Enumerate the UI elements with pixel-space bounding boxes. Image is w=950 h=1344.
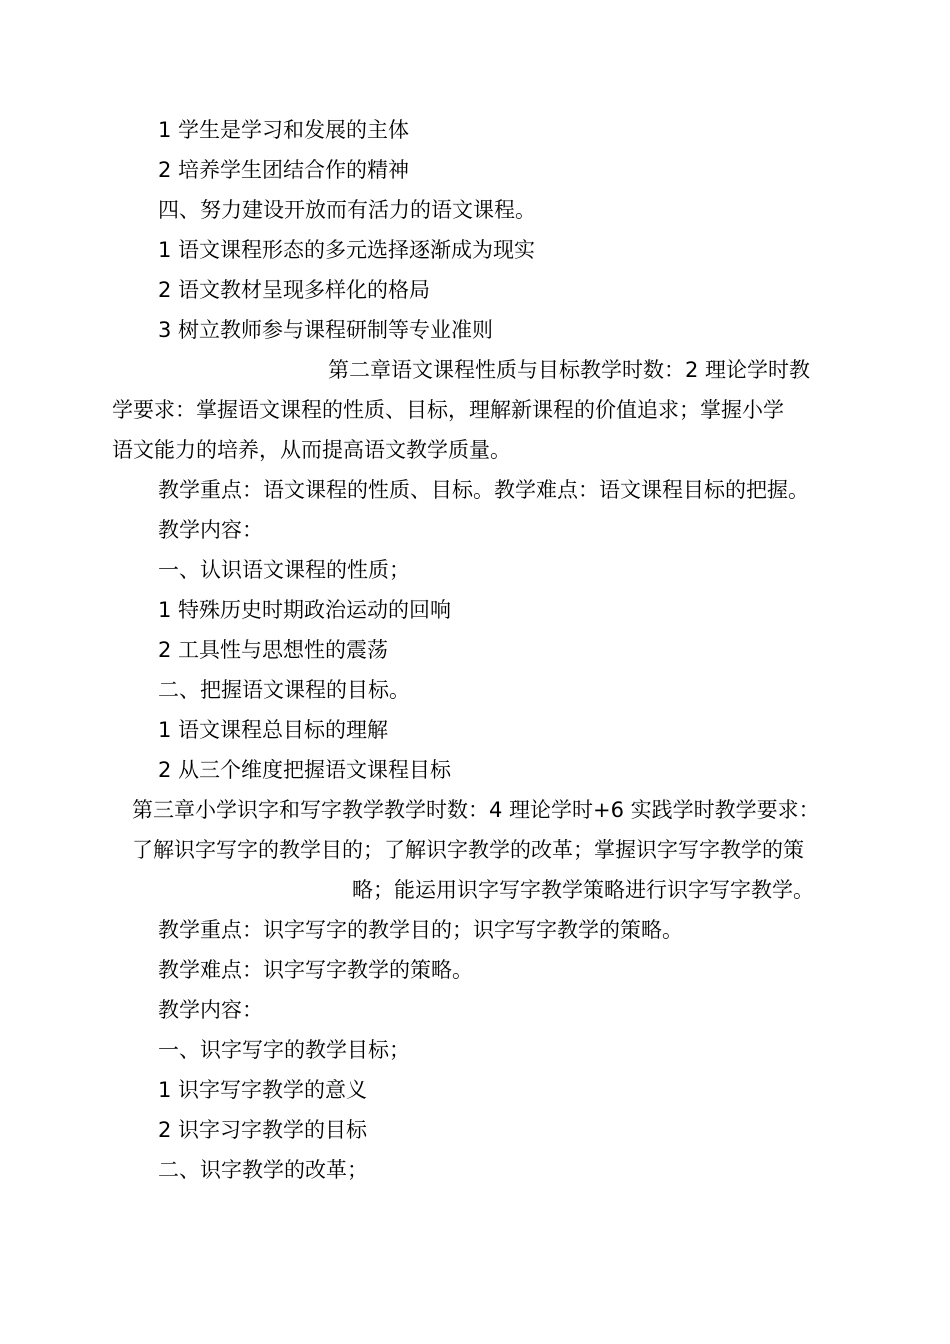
chapter-3-key-points: 教学重点：识字写字的教学目的；识字写字教学的策略。	[158, 918, 683, 942]
chapter-2-heading: 第二章语文课程性质与目标教学时数：2 理论学时教	[328, 358, 811, 382]
chapter-3-requirements-line-1: 了解识字写字的教学目的；了解识字教学的改革；掌握识字写字教学的策	[132, 838, 804, 862]
chapter-3-heading: 第三章小学识字和写字教学教学时数：4 理论学时+6 实践学时教学要求：	[132, 798, 820, 822]
chapter-2-requirements-line-2: 语文能力的培养，从而提高语文教学质量。	[112, 438, 511, 462]
section-heading-literacy-reform: 二、识字教学的改革；	[158, 1158, 368, 1182]
chapter-2-content-label: 教学内容：	[158, 518, 263, 542]
chapter-3-content-label: 教学内容：	[158, 998, 263, 1022]
list-item-curriculum-forms: 1 语文课程形态的多元选择逐渐成为现实	[158, 238, 536, 262]
section-heading-4: 四、努力建设开放而有活力的语文课程。	[158, 198, 536, 222]
section-heading-literacy-goals: 一、识字写字的教学目标；	[158, 1038, 410, 1062]
list-item-student-subject: 1 学生是学习和发展的主体	[158, 118, 410, 142]
list-item-textbook-diversity: 2 语文教材呈现多样化的格局	[158, 278, 431, 302]
list-item-historical-echo: 1 特殊历史时期政治运动的回响	[158, 598, 452, 622]
section-heading-nature: 一、认识语文课程的性质；	[158, 558, 410, 582]
chapter-2-key-points: 教学重点：语文课程的性质、目标。教学难点：语文课程目标的把握。	[158, 478, 809, 502]
chapter-3-difficulties: 教学难点：识字写字教学的策略。	[158, 958, 473, 982]
chapter-3-requirements-line-2: 略；能运用识字写字教学策略进行识字写字教学。	[352, 878, 814, 902]
chapter-2-requirements-line-1: 学要求：掌握语文课程的性质、目标，理解新课程的价值追求；掌握小学	[112, 398, 784, 422]
list-item-literacy-objectives: 2 识字习字教学的目标	[158, 1118, 368, 1142]
list-item-teamwork-spirit: 2 培养学生团结合作的精神	[158, 158, 410, 182]
list-item-instrumental-ideological: 2 工具性与思想性的震荡	[158, 638, 389, 662]
section-heading-goals: 二、把握语文课程的目标。	[158, 678, 410, 702]
list-item-three-dimensions: 2 从三个维度把握语文课程目标	[158, 758, 452, 782]
list-item-teacher-participation: 3 树立教师参与课程研制等专业准则	[158, 318, 494, 342]
list-item-literacy-significance: 1 识字写字教学的意义	[158, 1078, 368, 1102]
list-item-overall-goal: 1 语文课程总目标的理解	[158, 718, 389, 742]
